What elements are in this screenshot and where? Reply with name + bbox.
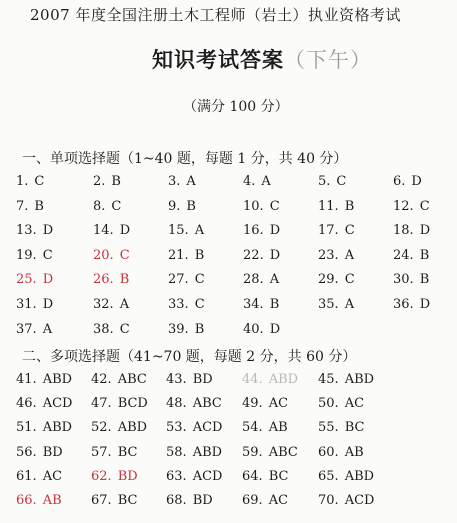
answer-value: D: [119, 223, 131, 239]
answer-value: C: [419, 198, 430, 214]
question-number: 4.: [243, 174, 256, 189]
answer-item: [243, 248, 280, 263]
answer-value: C: [119, 321, 130, 337]
answer-item: [166, 445, 222, 460]
question-number: 60.: [318, 444, 339, 460]
answer-item: [16, 396, 72, 411]
answer-value: BC: [344, 420, 365, 436]
question-number: 17.: [318, 223, 339, 239]
question-number: 39.: [168, 321, 189, 337]
answer-item: [318, 372, 374, 387]
question-number: 52.: [91, 420, 112, 436]
answer-value: ABC: [268, 444, 298, 460]
question-number: 49.: [242, 396, 263, 412]
answer-value: B: [119, 272, 130, 288]
answer-value: BD: [117, 468, 138, 484]
answer-value: BC: [268, 468, 289, 484]
answer-item: [16, 493, 62, 508]
answer-item: [393, 223, 430, 238]
answer-row: [16, 322, 446, 347]
answer-item: [393, 297, 430, 312]
answer-value: A: [194, 223, 205, 239]
answer-value: C: [34, 174, 45, 189]
answer-value: AC: [268, 396, 289, 412]
question-number: 50.: [318, 396, 339, 412]
question-number: 44.: [242, 372, 263, 387]
answer-value: AC: [42, 468, 63, 484]
section-1-heading: 一、单项选择题（1~40 题，每题 1 分，共 40 分）: [22, 151, 348, 167]
answer-row: [16, 199, 446, 224]
answer-row: [16, 445, 446, 469]
answer-item: [243, 199, 280, 214]
answer-value: ABD: [42, 420, 73, 436]
answer-value: D: [42, 296, 54, 312]
question-number: 6.: [393, 174, 406, 189]
answer-value: AB: [42, 492, 62, 508]
answer-row: [16, 420, 446, 444]
answer-value: ACD: [344, 492, 375, 508]
answer-value: A: [42, 321, 53, 337]
question-number: 8.: [93, 198, 106, 214]
question-number: 15.: [168, 223, 189, 239]
question-number: 34.: [243, 296, 264, 312]
answer-item: [16, 223, 53, 238]
section-2-heading: 二、多项选择题（41~70 题，每题 2 分，共 60 分）: [22, 349, 357, 365]
answer-item: [168, 272, 205, 287]
question-number: 7.: [16, 198, 29, 214]
answer-item: [242, 420, 288, 435]
answer-item: [93, 174, 121, 189]
question-number: 41.: [16, 372, 37, 387]
answer-value: ACD: [42, 396, 73, 412]
question-number: 70.: [318, 492, 339, 508]
answer-value: AC: [344, 396, 365, 412]
answer-item: [243, 272, 279, 287]
question-number: 54.: [242, 420, 263, 436]
answer-value: BD: [192, 492, 213, 508]
section-2-answer-grid: [16, 372, 446, 517]
question-number: 3.: [168, 174, 181, 189]
question-number: 65.: [318, 468, 339, 484]
answer-row: [16, 223, 446, 248]
answer-value: BD: [42, 444, 63, 460]
answer-item: [166, 420, 222, 435]
answer-value: A: [269, 272, 280, 288]
answer-item: [243, 223, 280, 238]
answer-item: [93, 199, 121, 214]
answer-value: ABD: [344, 468, 375, 484]
answer-value: B: [269, 296, 280, 312]
answer-item: [318, 420, 364, 435]
answer-value: C: [269, 198, 280, 214]
question-number: 5.: [318, 174, 331, 189]
answer-value: D: [269, 247, 281, 263]
answer-item: [168, 248, 204, 263]
question-number: 27.: [168, 272, 189, 288]
answer-item: [16, 174, 44, 189]
answer-item: [242, 493, 288, 508]
question-number: 29.: [318, 272, 339, 288]
question-number: 63.: [166, 468, 187, 484]
question-number: 30.: [393, 272, 414, 288]
question-number: 22.: [243, 247, 264, 263]
answer-item: [318, 248, 354, 263]
question-number: 12.: [393, 198, 414, 214]
answer-value: B: [419, 247, 430, 263]
question-number: 25.: [16, 272, 37, 288]
question-number: 55.: [318, 420, 339, 436]
answer-value: ABC: [192, 396, 222, 412]
answer-item: [318, 493, 374, 508]
question-number: 66.: [16, 492, 37, 508]
answer-item: [93, 248, 130, 263]
paper-title: [152, 44, 372, 74]
answer-item: [318, 199, 354, 214]
question-number: 59.: [242, 444, 263, 460]
question-number: 47.: [91, 396, 112, 412]
answer-value: B: [194, 247, 205, 263]
question-number: 61.: [16, 468, 37, 484]
answer-value: ACD: [192, 468, 223, 484]
question-number: 46.: [16, 396, 37, 412]
question-number: 31.: [16, 296, 37, 312]
question-number: 1.: [16, 174, 29, 189]
question-number: 37.: [16, 321, 37, 337]
answer-item: [16, 469, 62, 484]
question-number: 43.: [166, 372, 187, 387]
answer-value: BC: [117, 444, 138, 460]
question-number: 69.: [242, 492, 263, 508]
question-number: 21.: [168, 247, 189, 263]
answer-value: D: [42, 223, 54, 239]
answer-item: [16, 372, 72, 387]
answer-item: [393, 272, 429, 287]
answer-value: D: [269, 321, 281, 337]
answer-item: [243, 322, 280, 337]
answer-item: [168, 322, 204, 337]
answer-value: D: [411, 174, 422, 189]
question-number: 53.: [166, 420, 187, 436]
answer-value: D: [42, 272, 54, 288]
answer-item: [318, 174, 346, 189]
answer-item: [243, 297, 279, 312]
answer-item: [16, 272, 53, 287]
answer-item: [16, 322, 52, 337]
answer-item: [93, 297, 129, 312]
answer-item: [91, 469, 138, 484]
answer-value: B: [34, 198, 44, 214]
answer-value: A: [261, 174, 271, 189]
answer-value: ABD: [268, 372, 299, 387]
answer-item: [16, 420, 72, 435]
question-number: 14.: [93, 223, 114, 239]
answer-item: [91, 372, 147, 387]
answer-item: [91, 420, 147, 435]
answer-item: [166, 396, 222, 411]
question-number: 40.: [243, 321, 264, 337]
question-number: 19.: [16, 247, 37, 263]
answer-item: [393, 174, 422, 189]
answer-value: ABD: [344, 372, 375, 387]
answer-item: [168, 174, 196, 189]
answer-item: [243, 174, 271, 189]
question-number: 56.: [16, 444, 37, 460]
answer-value: C: [344, 272, 355, 288]
answer-value: D: [419, 223, 431, 239]
question-number: 20.: [93, 247, 114, 263]
question-number: 10.: [243, 198, 264, 214]
full-marks-note: （满分 100 分）: [183, 99, 289, 115]
answer-value: C: [194, 272, 205, 288]
exam-title: 2007 年度全国注册土木工程师（岩土）执业资格考试: [30, 6, 401, 24]
answer-item: [91, 445, 137, 460]
question-number: 45.: [318, 372, 339, 387]
answer-value: B: [419, 272, 430, 288]
answer-item: [91, 396, 148, 411]
answer-row: [16, 174, 446, 199]
answer-item: [16, 445, 63, 460]
paper-title-main: 知识考试答案: [152, 47, 284, 72]
answer-row: [16, 297, 446, 322]
question-number: 35.: [318, 296, 339, 312]
paper-title-paren: （下午）: [284, 48, 372, 72]
answer-row: [16, 248, 446, 273]
answer-row: [16, 469, 446, 493]
question-number: 33.: [168, 296, 189, 312]
question-number: 32.: [93, 296, 114, 312]
question-number: 48.: [166, 396, 187, 412]
answer-item: [166, 469, 222, 484]
answer-item: [318, 272, 355, 287]
answer-item: [242, 445, 298, 460]
answer-item: [242, 396, 288, 411]
answer-item: [318, 223, 355, 238]
question-number: 13.: [16, 223, 37, 239]
answer-value: B: [111, 174, 121, 189]
answer-value: D: [269, 223, 281, 239]
answer-value: C: [42, 247, 53, 263]
answer-item: [16, 297, 53, 312]
answer-value: BC: [117, 492, 138, 508]
question-number: 68.: [166, 492, 187, 508]
answer-item: [393, 199, 430, 214]
answer-value: ABD: [192, 444, 223, 460]
answer-value: C: [194, 296, 205, 312]
answer-value: ABC: [117, 372, 147, 387]
answer-item: [93, 272, 129, 287]
answer-value: C: [111, 198, 122, 214]
question-number: 11.: [318, 198, 339, 214]
answer-value: D: [419, 296, 431, 312]
answer-item: [318, 297, 354, 312]
answer-value: A: [186, 174, 196, 189]
question-number: 67.: [91, 492, 112, 508]
answer-row: [16, 372, 446, 396]
answer-row: [16, 396, 446, 420]
answer-item: [91, 493, 137, 508]
question-number: 9.: [168, 198, 181, 214]
answer-value: ABD: [42, 372, 73, 387]
answer-item: [242, 469, 288, 484]
answer-item: [166, 372, 213, 387]
answer-value: C: [119, 247, 130, 263]
answer-value: A: [344, 247, 355, 263]
answer-value: AB: [344, 444, 364, 460]
answer-item: [318, 469, 374, 484]
answer-item: [93, 223, 130, 238]
question-number: 28.: [243, 272, 264, 288]
answer-value: C: [336, 174, 347, 189]
answer-row: [16, 272, 446, 297]
answer-value: A: [344, 296, 355, 312]
question-number: 23.: [318, 247, 339, 263]
answer-item: [393, 248, 429, 263]
answer-item: [166, 493, 213, 508]
question-number: 36.: [393, 296, 414, 312]
answer-item: [168, 297, 205, 312]
answer-row: [16, 493, 446, 517]
answer-item: [16, 199, 44, 214]
answer-value: AB: [268, 420, 288, 436]
section-1-answer-grid: [16, 174, 446, 346]
answer-item: [168, 199, 196, 214]
question-number: 24.: [393, 247, 414, 263]
answer-value: B: [344, 198, 355, 214]
question-number: 42.: [91, 372, 112, 387]
answer-value: BD: [192, 372, 213, 387]
question-number: 62.: [91, 468, 112, 484]
answer-item: [93, 322, 130, 337]
answer-value: B: [186, 198, 196, 214]
question-number: 38.: [93, 321, 114, 337]
answer-value: B: [194, 321, 205, 337]
answer-value: A: [119, 296, 130, 312]
answer-value: BCD: [117, 396, 148, 412]
answer-value: ACD: [192, 420, 223, 436]
question-number: 58.: [166, 444, 187, 460]
answer-value: C: [344, 223, 355, 239]
question-number: 26.: [93, 272, 114, 288]
question-number: 2.: [93, 174, 106, 189]
answer-item: [16, 248, 53, 263]
question-number: 18.: [393, 223, 414, 239]
answer-value: ABD: [117, 420, 148, 436]
question-number: 51.: [16, 420, 37, 436]
question-number: 57.: [91, 444, 112, 460]
question-number: 16.: [243, 223, 264, 239]
answer-item: [242, 372, 298, 387]
answer-value: AC: [268, 492, 289, 508]
answer-item: [318, 396, 364, 411]
answer-item: [168, 223, 204, 238]
question-number: 64.: [242, 468, 263, 484]
answer-item: [318, 445, 364, 460]
